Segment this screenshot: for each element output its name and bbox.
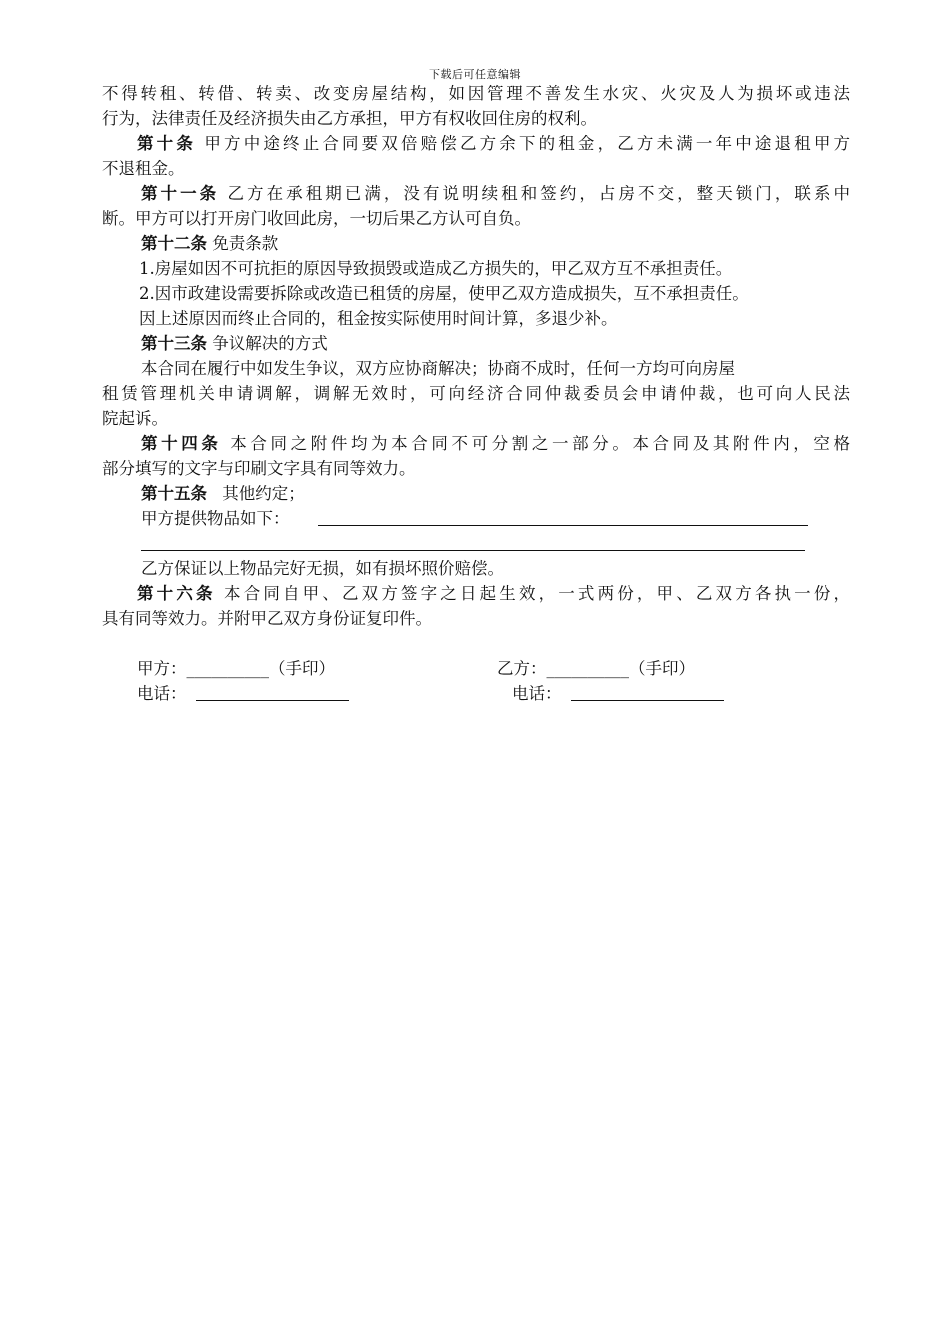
party-b-signature — [497, 657, 695, 681]
paragraph-line: 院起诉。 — [102, 409, 168, 428]
article-11-text: 乙方在承租期已满，没有说明续租和签约，占房不交，整天锁门，联系中 — [227, 184, 851, 203]
phone-a-blank-line — [196, 700, 349, 701]
article-10 — [137, 132, 850, 156]
article-16-text: 本合同自甲、乙双方签字之日起生效，一式两份，甲、乙双方各执一份， — [224, 584, 850, 603]
phone-a-label: 电话： — [137, 684, 187, 703]
paragraph-line: 具有同等效力。并附甲乙双方身份证复印件。 — [102, 609, 432, 628]
list-item: 2.因市政建设需要拆除或改造已租赁的房屋，使甲乙双方造成损失，互不承担责任。 — [139, 284, 749, 303]
article-15-text: 其他约定； — [222, 484, 305, 503]
article-11 — [141, 182, 850, 206]
article-15 — [141, 482, 305, 506]
phone-b-blank-line — [571, 700, 724, 701]
paragraph-line: 断。甲方可以打开房门收回此房，一切后果乙方认可自负。 — [102, 209, 531, 228]
party-a-blank: __________ — [186, 659, 269, 678]
phone-b-label: 电话： — [512, 684, 562, 703]
paragraph-line: 行为，法律责任及经济损失由乙方承担，甲方有权收回住房的权利。 — [102, 109, 597, 128]
party-a-note: （手印） — [269, 659, 335, 678]
paragraph-line: 部分填写的文字与印刷文字具有同等效力。 — [102, 459, 416, 478]
article-14 — [141, 432, 850, 456]
article-15-title: 第十五条 — [141, 484, 207, 503]
party-b-note: （手印） — [629, 659, 695, 678]
article-16-title: 第十六条 — [137, 584, 216, 603]
article-10-title: 第十条 — [137, 134, 196, 153]
party-b-label: 乙方： — [497, 659, 547, 678]
article-12-text: 免责条款 — [212, 234, 279, 253]
paragraph-line: 本合同在履行中如发生争议，双方应协商解决；协商不成时，任何一方均可向房屋 — [141, 359, 735, 378]
items-blank-line — [318, 525, 808, 526]
paragraph-line: 因上述原因而终止合同的，租金按实际使用时间计算，多退少补。 — [139, 309, 618, 328]
paragraph-line: 乙方保证以上物品完好无损，如有损坏照价赔偿。 — [141, 559, 504, 578]
article-11-title: 第十一条 — [141, 184, 220, 203]
article-14-text: 本合同之附件均为本合同不可分割之一部分。本合同及其附件内，空格 — [230, 434, 851, 453]
paragraph-line: 不得转租、转借、转卖、改变房屋结构，如因管理不善发生水灾、火灾及人为损坏或违法 — [102, 84, 850, 103]
party-a-label: 甲方： — [137, 659, 187, 678]
party-b-blank: __________ — [546, 659, 629, 678]
items-blank-line — [141, 550, 805, 551]
paragraph-line: 不退租金。 — [102, 159, 185, 178]
article-13-title: 第十三条 — [141, 334, 207, 353]
article-12 — [141, 232, 278, 256]
article-13-text: 争议解决的方式 — [212, 334, 328, 353]
items-label: 甲方提供物品如下： — [141, 509, 290, 528]
list-item: 1.房屋如因不可抗拒的原因导致损毁或造成乙方损失的，甲乙双方互不承担责任。 — [139, 259, 733, 278]
article-16 — [137, 582, 850, 606]
article-14-title: 第十四条 — [141, 434, 222, 453]
article-12-title: 第十二条 — [141, 234, 207, 253]
page-header: 下载后可任意编辑 — [429, 68, 521, 81]
article-10-text: 甲方中途终止合同要双倍赔偿乙方余下的租金，乙方未满一年中途退租甲方 — [204, 134, 851, 153]
party-a-signature — [137, 657, 335, 681]
paragraph-line: 租赁管理机关申请调解，调解无效时，可向经济合同仲裁委员会申请仲裁，也可向人民法 — [102, 384, 850, 403]
article-13 — [141, 332, 328, 356]
